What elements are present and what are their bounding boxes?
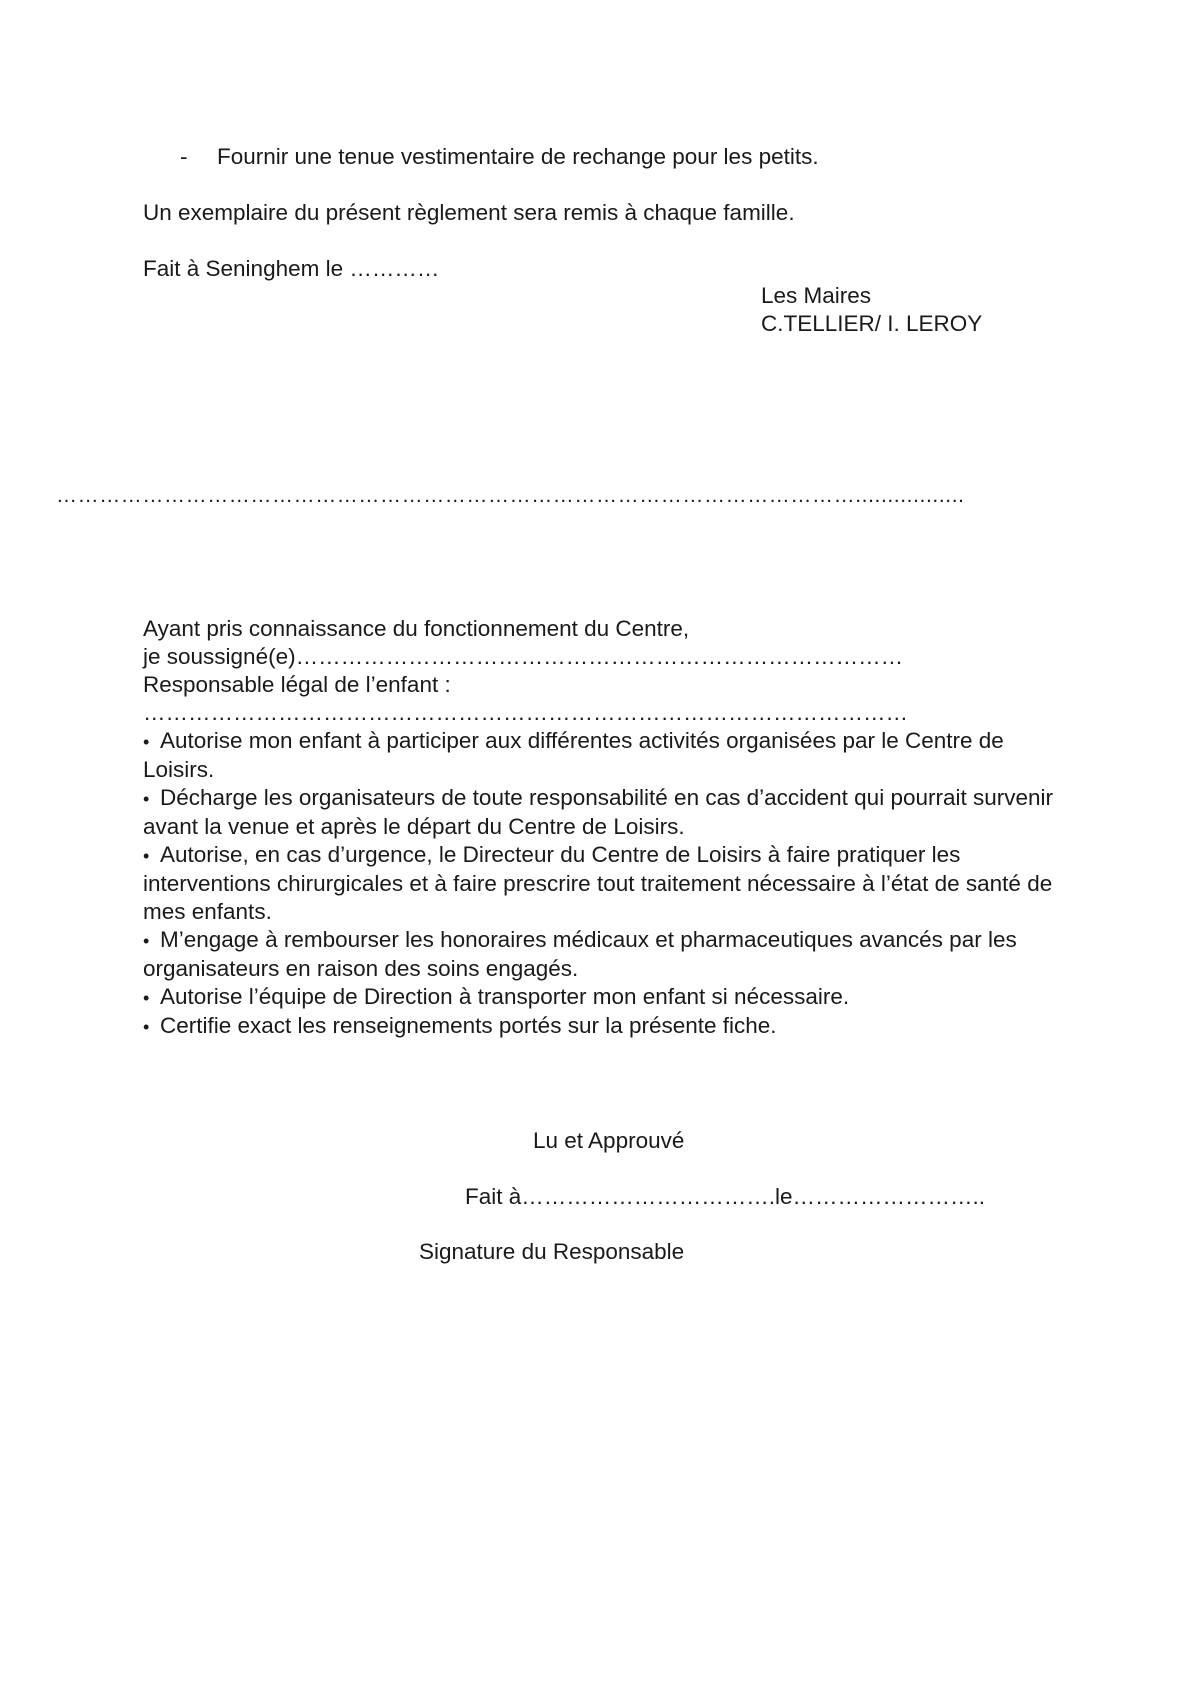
list-item: • Autorise, en cas d’urgence, le Directeur du Centre de Loisirs à faire pratiquer les interventions chirurgicales et à faire prescrire tout traitement nécessaire à l’état de santé de mes enfants. xyxy=(143,842,1053,924)
fait-seninghem-line: Fait à Seninghem le ………… xyxy=(143,256,440,281)
dash-bullet: - xyxy=(180,144,188,169)
bullet-icon: • xyxy=(143,789,150,809)
list-item: • Décharge les organisateurs de toute responsabilité en cas d’accident qui pourrait survenir avant la venue et après le départ du Centre de Loisirs. xyxy=(143,785,1054,839)
signature-label: Signature du Responsable xyxy=(419,1239,685,1264)
bullet-icon: • xyxy=(143,1017,150,1037)
ack-intro: Ayant pris connaissance du fonctionnement du Centre, xyxy=(143,616,690,641)
signatories-block xyxy=(761,282,982,338)
list-item: • Autorise l’équipe de Direction à transporter mon enfant si nécessaire. xyxy=(143,983,1063,1012)
responsable-label: Responsable légal de l’enfant : xyxy=(143,672,451,697)
signatories-title: Les Maires xyxy=(761,283,872,308)
list-item: • M’engage à rembourser les honoraires médicaux et pharmaceutiques avancés par les organisateurs en raison des soins engagés. xyxy=(143,927,1017,981)
exemplaire-paragraph: Un exemplaire du présent règlement sera remis à chaque famille. xyxy=(143,200,795,225)
bullet-icon: • xyxy=(143,732,150,752)
bullet-icon: • xyxy=(143,988,150,1008)
dash-item-text: Fournir une tenue vestimentaire de rechange pour les petits. xyxy=(217,144,819,169)
list-item: • Autorise mon enfant à participer aux différentes activités organisées par le Centre de Loisirs. xyxy=(143,728,1004,782)
list-item: • Certifie exact les renseignements portés sur la présente fiche. xyxy=(143,1012,1063,1041)
fait-a-le-fill-line: Fait à…………………………….le…………………….. xyxy=(465,1184,986,1209)
cut-separator-line: …………………………………………………………………………………………………................. xyxy=(56,484,965,507)
bullet-icon: • xyxy=(143,931,150,951)
enfant-fill-line: ………………………………………………………………………………………… xyxy=(143,700,908,725)
signatories-names: C.TELLIER/ I. LEROY xyxy=(761,311,983,336)
dash-list-item xyxy=(180,143,819,171)
soussigne-fill-line: je soussigné(e)……………………………………………………………………… xyxy=(143,644,904,669)
bullet-icon: • xyxy=(143,846,150,866)
authorization-list xyxy=(143,727,1063,1041)
acknowledgement-section xyxy=(143,615,1063,1041)
lu-approuve-label: Lu et Approuvé xyxy=(533,1128,685,1153)
